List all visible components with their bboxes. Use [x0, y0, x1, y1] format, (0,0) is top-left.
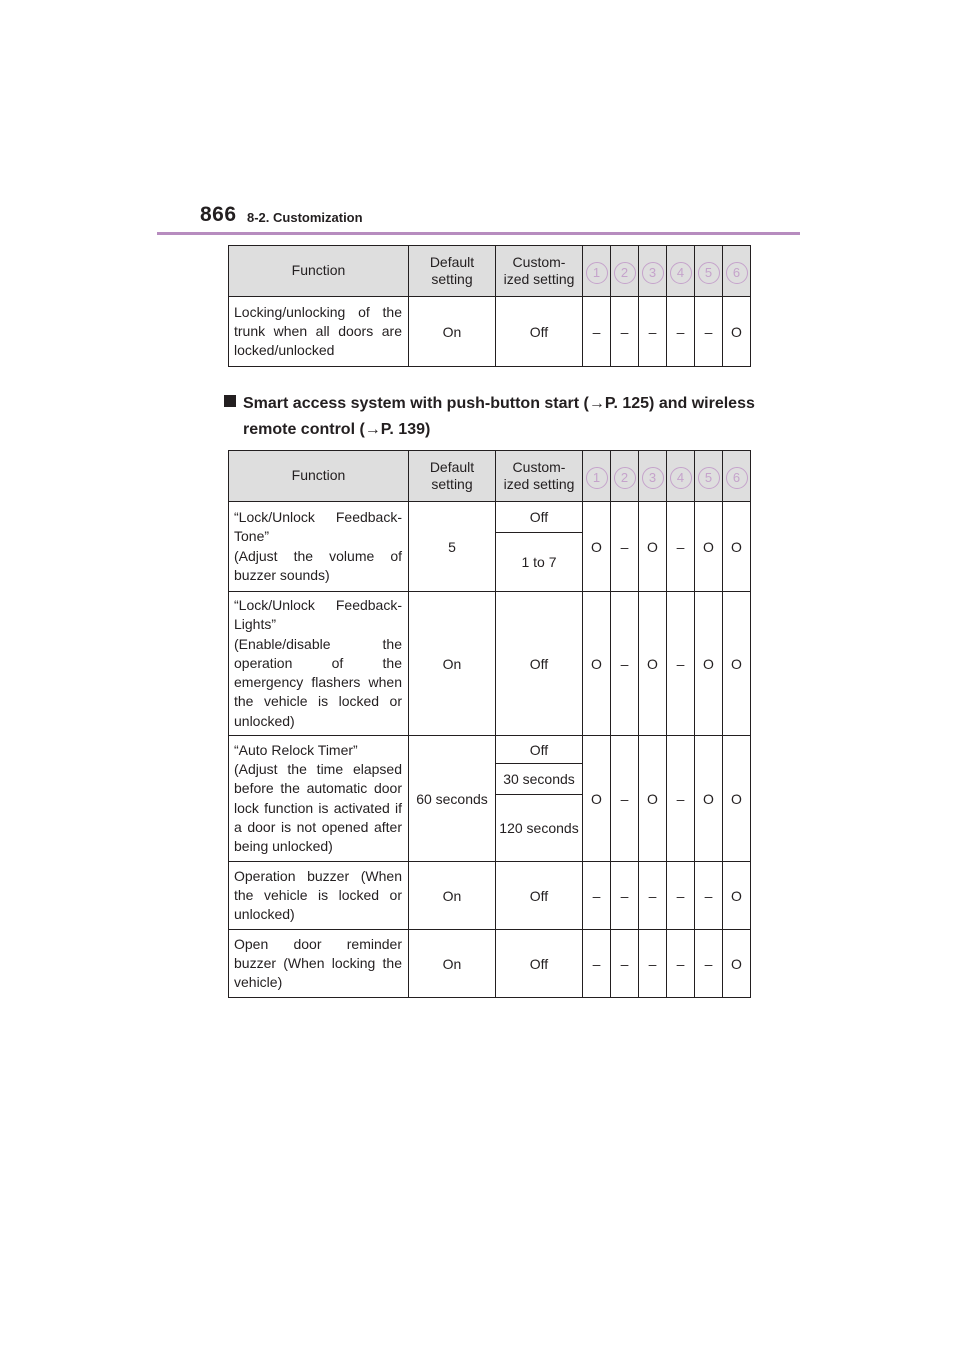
mark-cell: – [667, 502, 695, 592]
function-header: Function [229, 451, 409, 502]
custom-setting-header: Custom- ized setting [496, 246, 583, 297]
function-cell: Operation buzzer (When the vehicle is locked or unlocked) [229, 862, 409, 930]
table-row [229, 592, 751, 736]
mark-cell: – [583, 930, 611, 998]
column-1-header: 1 [583, 246, 611, 297]
mark-cell: O [723, 297, 751, 367]
table-row [229, 930, 751, 998]
custom-cell: Off [496, 736, 583, 764]
table-row [229, 862, 751, 930]
function-cell: “Lock/Unlock Feedback-Lights” (Enable/disable the operation of the emergency flashers when the vehicle is locked or unlocked) [229, 592, 409, 736]
mark-cell: – [583, 862, 611, 930]
column-3-header: 3 [639, 451, 667, 502]
custom-cell: Off [496, 502, 583, 533]
mark-cell: O [695, 502, 723, 592]
custom-setting-header: Custom- ized setting [496, 451, 583, 502]
mark-cell: – [583, 297, 611, 367]
mark-cell: – [639, 930, 667, 998]
mark-cell: O [723, 736, 751, 862]
table-header-row [229, 246, 751, 297]
default-cell: 5 [409, 502, 496, 592]
mark-cell: – [667, 297, 695, 367]
mark-cell: O [583, 502, 611, 592]
mark-cell: – [611, 502, 639, 592]
table-row [229, 297, 751, 367]
mark-cell: – [611, 862, 639, 930]
mark-cell: – [611, 736, 639, 862]
subheading: Smart access system with push-button start (→P. 125) and wireless remote control (→P. 139) [224, 391, 764, 443]
mark-cell: O [583, 592, 611, 736]
mark-cell: O [723, 502, 751, 592]
table-row [229, 502, 751, 533]
custom-cell: Off [496, 862, 583, 930]
mark-cell: – [667, 736, 695, 862]
mark-cell: – [695, 862, 723, 930]
mark-cell: O [723, 862, 751, 930]
default-cell: On [409, 862, 496, 930]
default-cell: On [409, 930, 496, 998]
mark-cell: O [639, 592, 667, 736]
custom-cell: 1 to 7 [496, 533, 583, 592]
column-2-header: 2 [611, 451, 639, 502]
mark-cell: – [695, 930, 723, 998]
mark-cell: O [723, 592, 751, 736]
column-1-header: 1 [583, 451, 611, 502]
smart-access-table [228, 450, 751, 998]
header-rule [157, 232, 800, 235]
mark-cell: – [611, 592, 639, 736]
mark-cell: O [639, 736, 667, 862]
mark-cell: – [639, 862, 667, 930]
mark-cell: O [695, 736, 723, 862]
column-2-header: 2 [611, 246, 639, 297]
default-setting-header: Default setting [409, 451, 496, 502]
default-cell: On [409, 297, 496, 367]
mark-cell: O [583, 736, 611, 862]
column-5-header: 5 [695, 246, 723, 297]
function-cell: Locking/unlocking of the trunk when all doors are locked/unlocked [229, 297, 409, 367]
function-cell: “Lock/Unlock Feedback-Tone” (Adjust the volume of buzzer sounds) [229, 502, 409, 592]
page-number: 866 [200, 203, 237, 226]
mark-cell: – [695, 297, 723, 367]
column-4-header: 4 [667, 451, 695, 502]
mark-cell: O [723, 930, 751, 998]
mark-cell: O [639, 502, 667, 592]
column-4-header: 4 [667, 246, 695, 297]
default-cell: 60 seconds [409, 736, 496, 862]
custom-cell: 120 seconds [496, 795, 583, 862]
custom-cell: Off [496, 930, 583, 998]
table-row [229, 736, 751, 764]
function-cell: Open door reminder buzzer (When locking the vehicle) [229, 930, 409, 998]
column-6-header: 6 [723, 246, 751, 297]
custom-cell: Off [496, 297, 583, 367]
function-header: Function [229, 246, 409, 297]
default-cell: On [409, 592, 496, 736]
mark-cell: – [611, 930, 639, 998]
column-3-header: 3 [639, 246, 667, 297]
function-cell: “Auto Relock Timer” (Adjust the time elapsed before the automatic door lock function is activated if a door is not opened after being unlocked) [229, 736, 409, 862]
square-bullet-icon [224, 395, 236, 407]
mark-cell: – [667, 592, 695, 736]
trunk-lock-table [228, 245, 751, 367]
custom-cell: 30 seconds [496, 764, 583, 795]
table-header-row [229, 451, 751, 502]
custom-cell: Off [496, 592, 583, 736]
column-6-header: 6 [723, 451, 751, 502]
default-setting-header: Default setting [409, 246, 496, 297]
section-title: 8-2. Customization [247, 210, 363, 225]
mark-cell: – [667, 930, 695, 998]
column-5-header: 5 [695, 451, 723, 502]
mark-cell: – [611, 297, 639, 367]
mark-cell: O [695, 592, 723, 736]
mark-cell: – [639, 297, 667, 367]
mark-cell: – [667, 862, 695, 930]
